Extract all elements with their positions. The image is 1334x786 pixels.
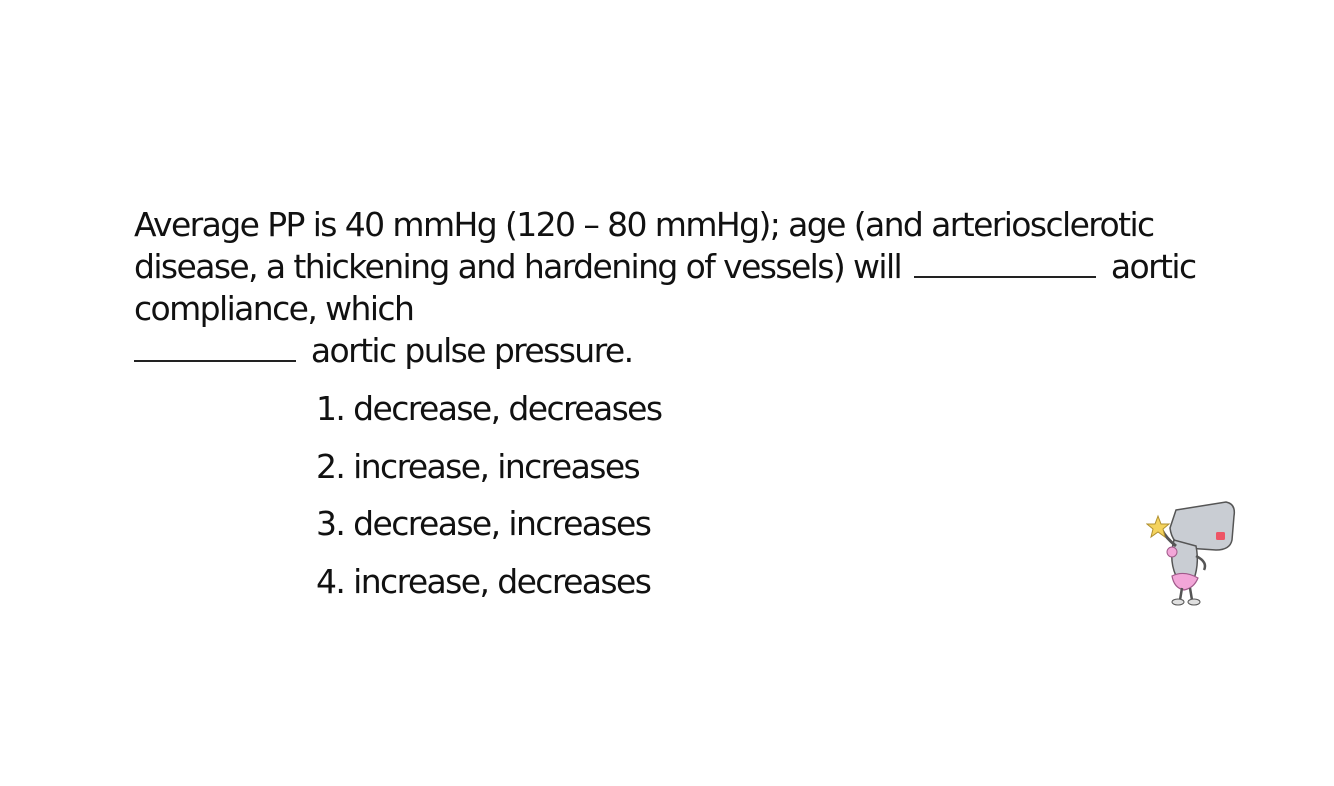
pearl-whale-cartoon-icon (1146, 496, 1240, 608)
question-part-2: aortic compliance, which (134, 247, 1196, 328)
question-part-1: Average PP is 40 mmHg (120 – 80 mmHg); age (and arteriosclerotic disease, a thickening and hardening of vessels) will (134, 205, 1154, 286)
answer-option-3[interactable]: 3. decrease, increases (316, 504, 651, 543)
answer-blank-2 (134, 330, 296, 362)
answer-option-2[interactable]: 2. increase, increases (316, 446, 640, 486)
answer-option-1[interactable]: 1. decrease, decreases (316, 389, 662, 428)
answer-options (316, 386, 661, 616)
question-text (134, 204, 1224, 372)
answer-blank-1 (914, 246, 1096, 278)
question-part-3: aortic pulse pressure. (310, 331, 633, 370)
answer-option-4[interactable]: 4. increase, decreases (316, 561, 651, 601)
